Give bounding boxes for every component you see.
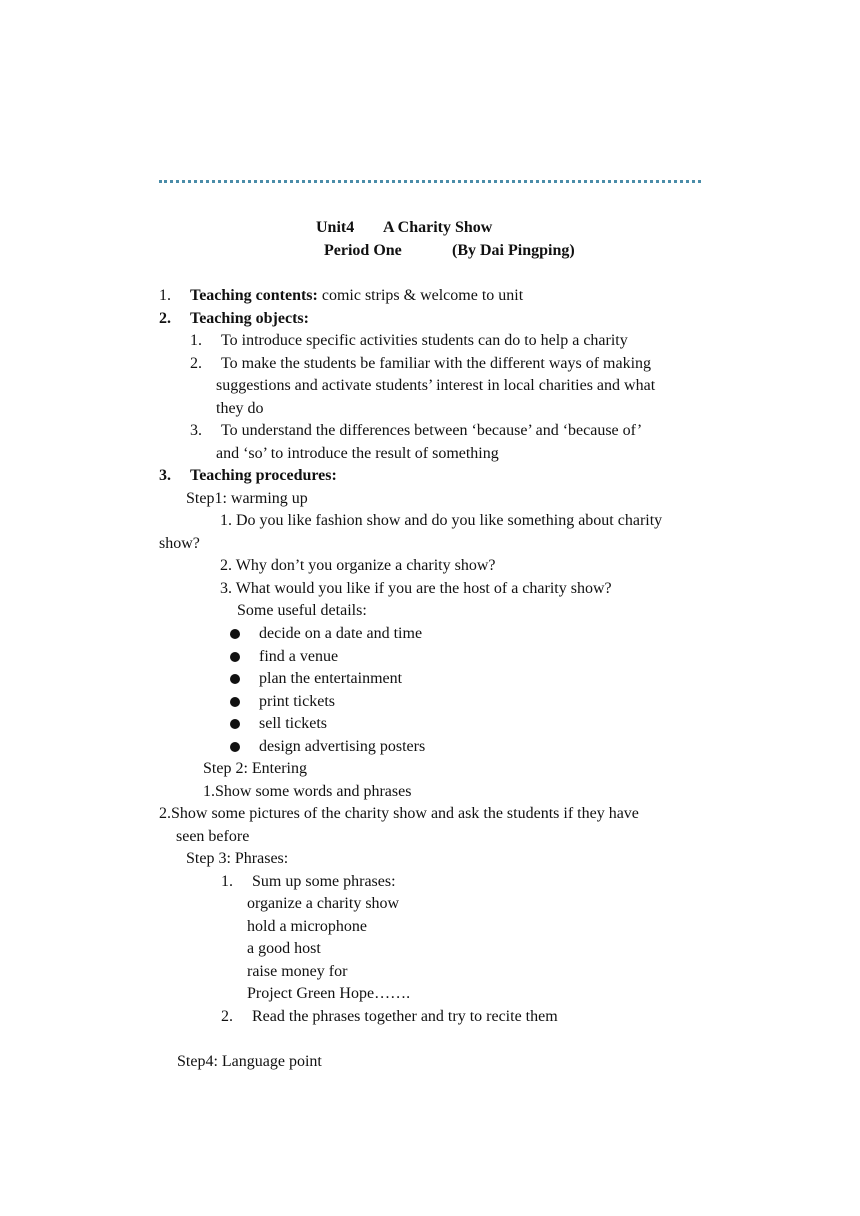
bullet-icon (230, 719, 240, 729)
objective-2-number: 2. (190, 355, 202, 372)
step1-title: Step1: warming up (186, 490, 308, 507)
detail-item-2: find a venue (259, 648, 339, 665)
bullet-icon (230, 674, 240, 684)
step4-title: Step4: Language point (177, 1053, 322, 1070)
phrase-1: organize a charity show (247, 895, 400, 912)
step1-question-3: 3. What would you like if you are the host of a charity show? (220, 580, 612, 597)
section-1-heading: Teaching contents: (190, 287, 318, 304)
section-2-heading: Teaching objects: (190, 310, 309, 327)
section-3-heading: Teaching procedures: (190, 467, 337, 484)
objective-2-line2: suggestions and activate students’ interest in local charities and what (216, 377, 656, 394)
detail-item-3: plan the entertainment (259, 670, 403, 687)
step3-item-1: Sum up some phrases: (252, 873, 396, 890)
step2-point-2-line2: seen before (176, 828, 250, 845)
bullet-icon (230, 652, 240, 662)
step1-question-1-line1: 1. Do you like fashion show and do you like something about charity (220, 512, 663, 529)
phrase-2: hold a microphone (247, 918, 367, 935)
section-1-line (190, 286, 523, 306)
step1-details-label: Some useful details: (237, 602, 367, 619)
phrase-4: raise money for (247, 963, 348, 980)
step1-question-2: 2. Why don’t you organize a charity show? (220, 557, 496, 574)
phrase-3: a good host (247, 940, 321, 957)
step3-item-2-number: 2. (221, 1008, 233, 1025)
objective-2-line1: To make the students be familiar with the different ways of making (221, 355, 652, 372)
section-1-number: 1. (159, 287, 171, 304)
step3-title: Step 3: Phrases: (186, 850, 289, 867)
step2-title: Step 2: Entering (203, 760, 307, 777)
bullet-icon (230, 629, 240, 639)
step3-item-1-number: 1. (221, 873, 233, 890)
title-period: Period One (324, 242, 402, 259)
detail-item-5: sell tickets (259, 715, 327, 732)
section-1-text: comic strips & welcome to unit (321, 287, 524, 304)
bullet-icon (230, 697, 240, 707)
header-dotted-rule (159, 180, 701, 183)
detail-item-1: decide on a date and time (259, 625, 423, 642)
objective-1-number: 1. (190, 332, 202, 349)
phrase-5: Project Green Hope……. (247, 985, 411, 1002)
objective-3-line2: and ‘so’ to introduce the result of something (216, 445, 499, 462)
step1-question-1-line2: show? (159, 535, 200, 552)
step3-item-2: Read the phrases together and try to recite them (252, 1008, 558, 1025)
detail-item-4: print tickets (259, 693, 335, 710)
section-2-number: 2. (159, 310, 171, 327)
objective-3-number: 3. (190, 422, 202, 439)
step2-point-1: 1.Show some words and phrases (203, 783, 412, 800)
title-name: A Charity Show (383, 219, 493, 236)
detail-item-6: design advertising posters (259, 738, 426, 755)
section-3-number: 3. (159, 467, 171, 484)
objective-2-line3: they do (216, 400, 264, 417)
objective-3-line1: To understand the differences between ‘because’ and ‘because of’ (221, 422, 643, 439)
title-unit: Unit4 (316, 219, 355, 236)
title-author: (By Dai Pingping) (452, 242, 575, 259)
objective-1-line1: To introduce specific activities students can do to help a charity (221, 332, 628, 349)
bullet-icon (230, 742, 240, 752)
step2-point-2-line1: 2.Show some pictures of the charity show and ask the students if they have (159, 805, 639, 822)
